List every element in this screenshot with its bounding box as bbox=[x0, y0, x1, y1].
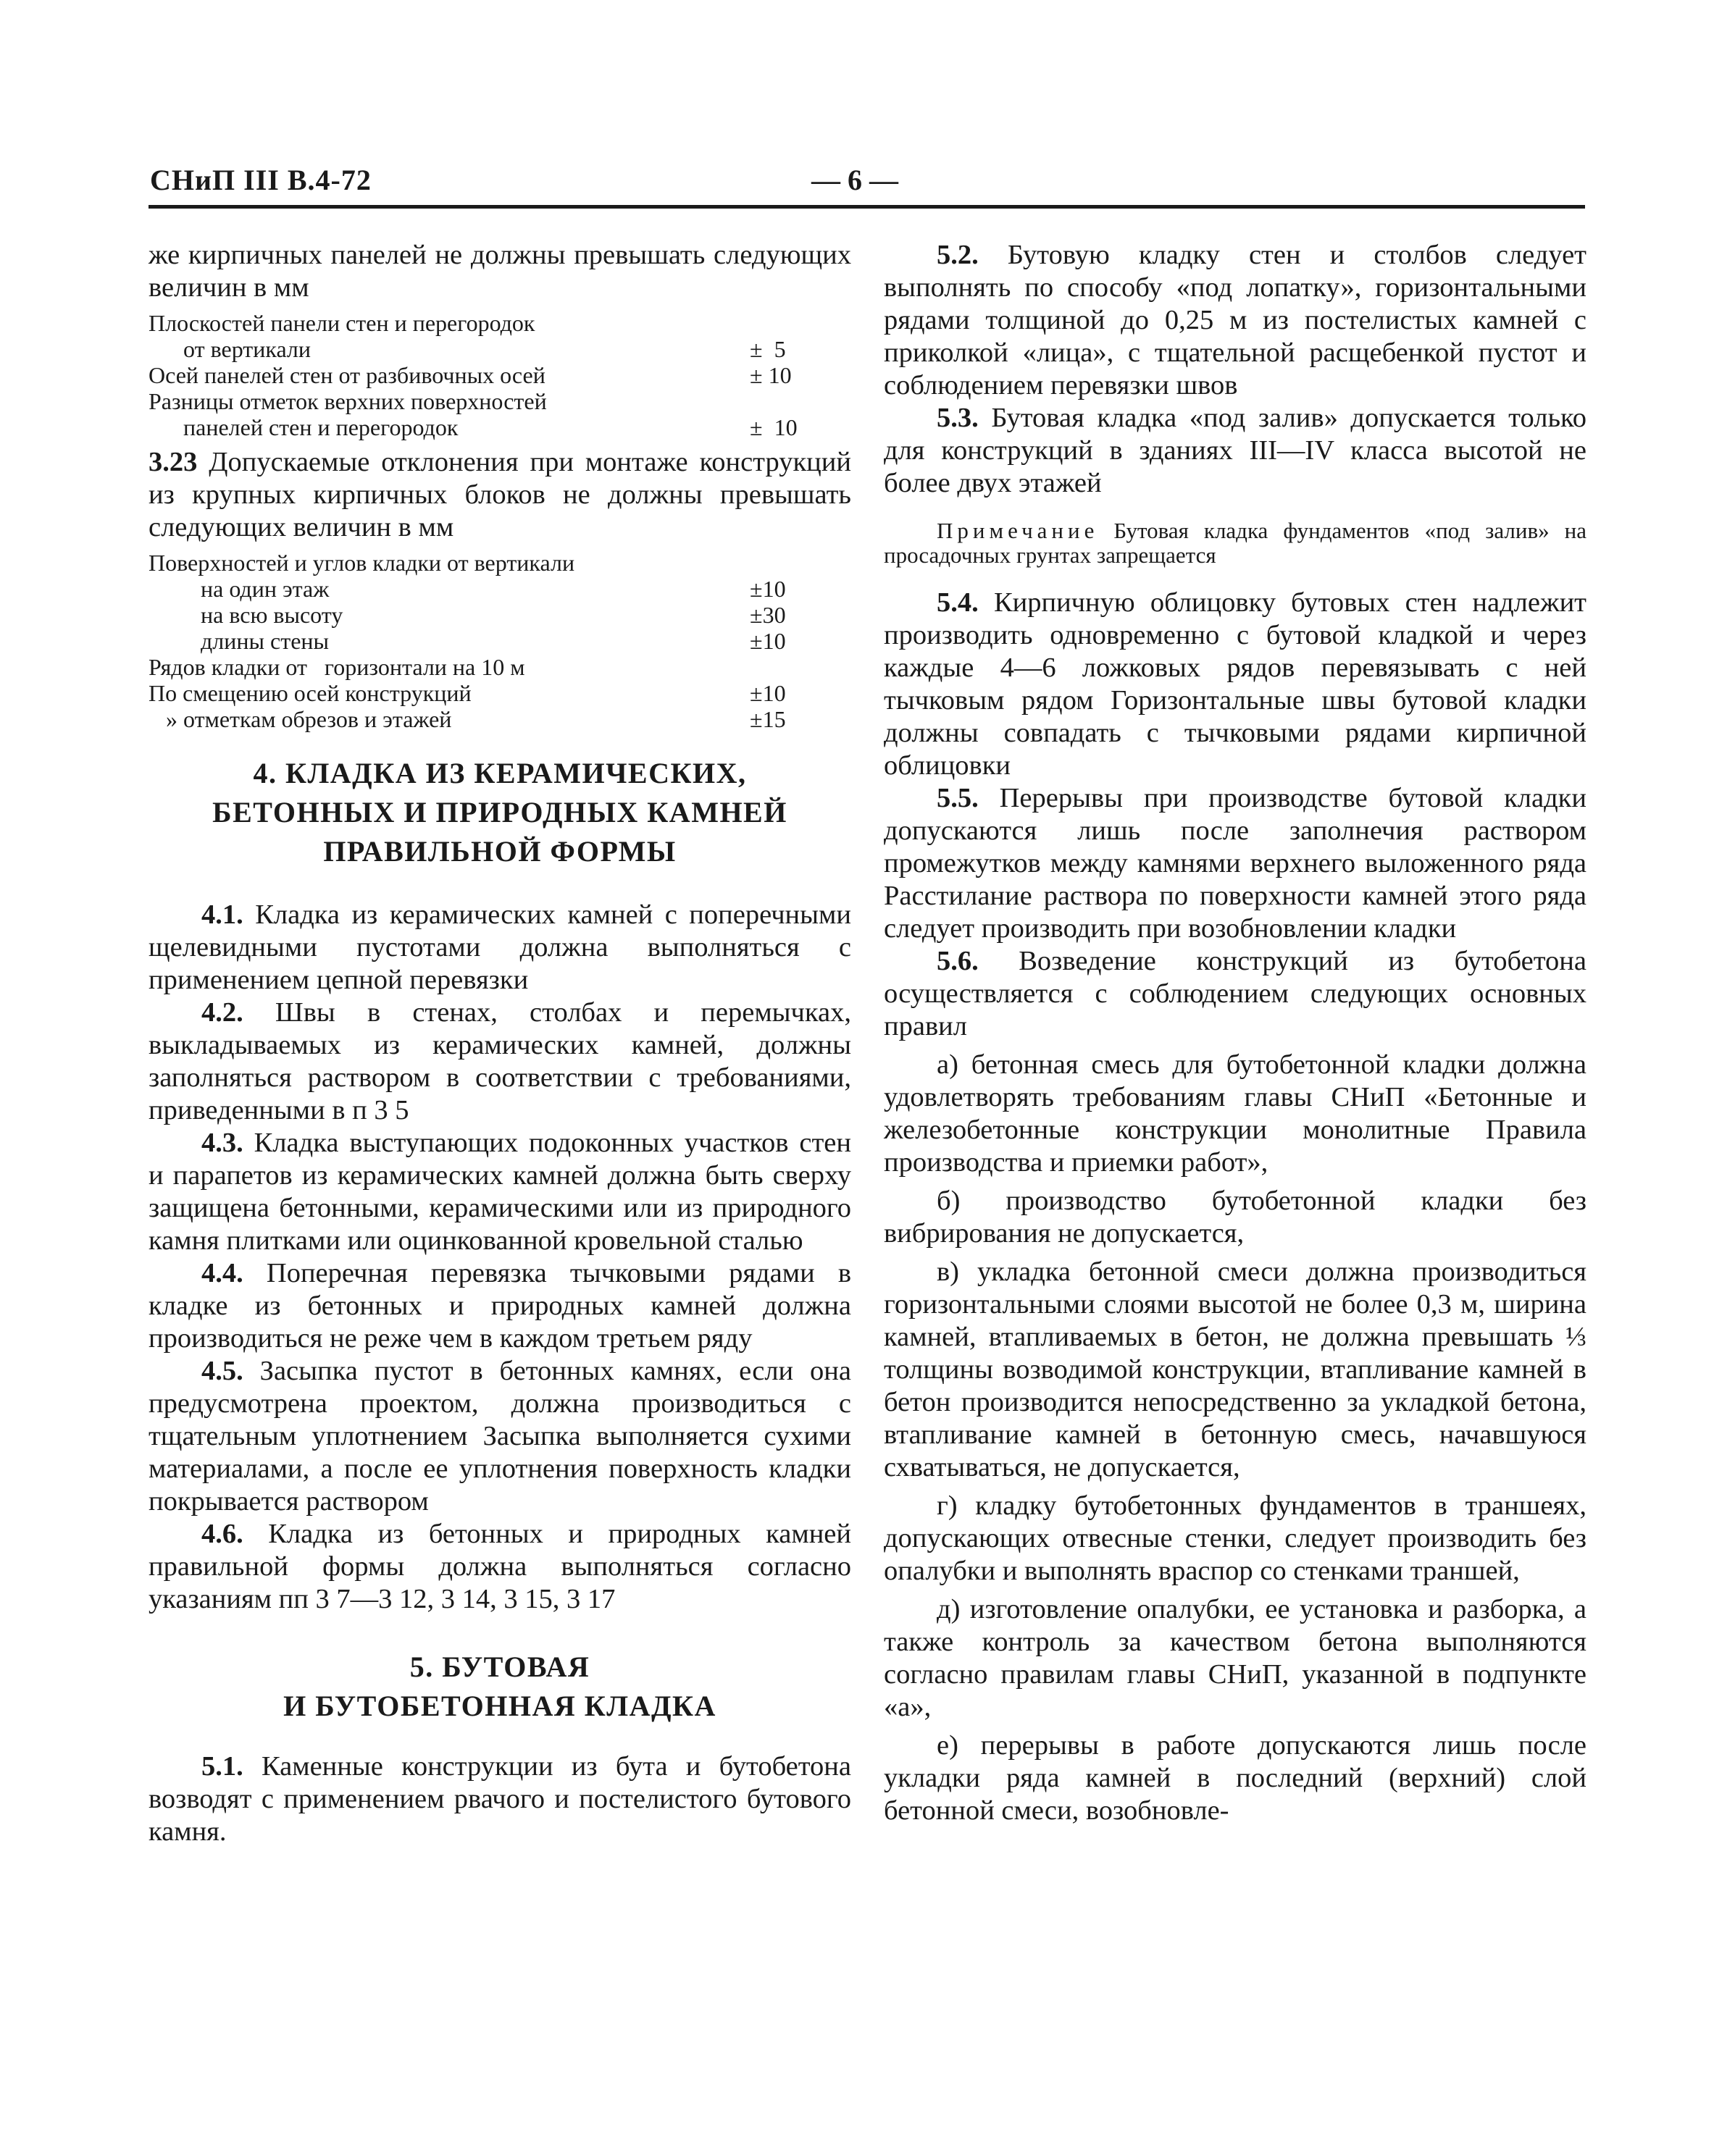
table-row: Плоскостей панели стен и перегородок bbox=[149, 310, 535, 336]
list-item-v: в) укладка бетонной смеси должна производиться горизонтальными слоями высотой не более 0,3 м, ширина камней, втапливаемых в бетон, не должна превышать ⅓ толщины возводимой конструкции, втапливание камней в бетон производится непосредственно за укладкой бетона, втапливание камней в бетонную смесь, начавшуюся схватываться, не допускается, bbox=[884, 1257, 1587, 1482]
right-column bbox=[884, 239, 1587, 1827]
paragraph-4-2: 4.2. Швы в стенах, столбах и перемычках, выкладываемых из керамических камней, должны заполняться раствором в соответствии с требованиями, приведенными в п 3 5 bbox=[149, 997, 851, 1125]
paragraph-5-1: 5.1. Каменные конструкции из бута и бутобетона возводят с применением рвачого и постелистого бутового камня. bbox=[149, 1751, 851, 1847]
header-rule bbox=[149, 205, 1585, 209]
paragraph-4-4: 4.4. Поперечная перевязка тычковыми рядами в кладке из бетонных и природных камней должна производиться не реже чем в каждом третьем ряду bbox=[149, 1258, 851, 1354]
table-row: Разницы отметок верхних поверхностей bbox=[149, 388, 547, 414]
list-item-b: б) производство бутобетонной кладки без вибрирования не допускается, bbox=[884, 1186, 1587, 1249]
list-item-d: д) изготовление опалубки, ее установка и разборка, а также контроль за качеством бетона выполняются согласно правилам главы СНиП, указанной в подпункте «а», bbox=[884, 1594, 1587, 1722]
table-row: Рядов кладки от горизонтали на 10 м bbox=[149, 654, 525, 680]
paragraph-4-1: 4.1. Кладка из керамических камней с поперечными щелевидными пустотами должна выполняться с применением цепной перевязки bbox=[149, 899, 851, 995]
paragraph-5-6: 5.6. Возведение конструкций из бутобетона осуществляется с соблюдением следующих основных правил bbox=[884, 946, 1587, 1041]
section-5-heading: 5. БУТОВАЯ И БУТОБЕТОННАЯ КЛАДКА bbox=[283, 1650, 716, 1722]
paragraph-4-5: 4.5. Засыпка пустот в бетонных камнях, если она предусмотрена проектом, должна производиться с тщательным уплотнением Засыпка выполняется сухими материалами, а после ее уплотнения поверхность кладки покрывается раствором bbox=[149, 1356, 851, 1517]
list-item-g: г) кладку бутобетонных фундаментов в траншеях, допускающих отвесные стенки, следует производить без опалубки и выполнять враспор со стенками траншей, bbox=[884, 1490, 1587, 1586]
note: Примечание Бутовая кладка фундаментов «под залив» на просадочных грунтах запрещается bbox=[884, 518, 1587, 568]
list-item-e: е) перерывы в работе допускаются лишь после укладки ряда камней в последний (верхний) слой бетонной смеси, возобновле- bbox=[884, 1730, 1587, 1826]
table-row: По смещению осей конструкций ±10 bbox=[149, 680, 786, 706]
paragraph-5-5: 5.5. Перерывы при производстве бутовой кладки допускаются лишь после заполнечия раствором промежутков между камнями верхнего выложенного ряда Расстилание раствора по поверхности камней этого ряда следует производить при возобновлении кладки bbox=[884, 783, 1587, 944]
left-column bbox=[149, 239, 851, 1848]
table-row: Поверхностей и углов кладки от вертикали bbox=[149, 550, 575, 576]
tolerance-table-panels bbox=[149, 310, 851, 440]
paragraph-5-2: 5.2. Бутовую кладку стен и столбов следует выполнять по способу «под лопатку», горизонтальными рядами толщиной до 0,25 м из постелистых камней с приколкой «лица», с тщательной расщебенкой пустот и соблюдением перевязки швов bbox=[884, 240, 1587, 400]
list-item-a: а) бетонная смесь для бутобетонной кладки должна удовлетворять требованиям главы СНиП «Бетонные и железобетонные конструкции монолитные Правила производства и приемки работ», bbox=[884, 1049, 1587, 1178]
page-number: — 6 — bbox=[811, 164, 898, 196]
paragraph-continuation: же кирпичных панелей не должны превышать следующих величин в мм bbox=[149, 240, 851, 303]
paragraph-4-6: 4.6. Кладка из бетонных и природных камней правильной формы должна выполняться согласно указаниям пп 3 7—3 12, 3 14, 3 15, 3 17 bbox=[149, 1519, 851, 1614]
paragraph-4-3: 4.3. Кладка выступающих подоконных участков стен и парапетов из керамических камней должна быть сверху защищена бетонными, керамическими или из природного камня плитками или оцинкованной кровельной сталью bbox=[149, 1128, 851, 1256]
table-row: на всю высоту ±30 bbox=[149, 602, 786, 628]
paragraph-3-23: 3.23 Допускаемые отклонения при монтаже конструкций из крупных кирпичных блоков не должны превышать следующих величин в мм bbox=[149, 447, 851, 542]
table-row: » отметкам обрезов и этажей ±15 bbox=[149, 706, 786, 732]
document-code: СНиП III В.4-72 bbox=[150, 164, 372, 196]
paragraph-5-3: 5.3. Бутовая кладка «под залив» допускается только для конструкций в зданиях III—IV класса высотой не более двух этажей bbox=[884, 403, 1587, 498]
table-row: на один этаж ±10 bbox=[149, 576, 786, 602]
table-row: панелей стен и перегородок ± 10 bbox=[149, 414, 798, 440]
paragraph-5-4: 5.4. Кирпичную облицовку бутовых стен надлежит производить одновременно с бутовой кладкой и через каждые 4—6 ложковых рядов перевязывать с ней тычковым рядом Горизонтальные швы бутовой кладки должны совпадать с тычковыми рядами кирпичной облицовки bbox=[884, 587, 1587, 781]
table-row: длины стены ±10 bbox=[149, 628, 786, 654]
section-4-heading: 4. КЛАДКА ИЗ КЕРАМИЧЕСКИХ, БЕТОННЫХ И ПРИРОДНЫХ КАМНЕЙ ПРАВИЛЬНОЙ ФОРМЫ bbox=[212, 757, 787, 868]
table-row: от вертикали ± 5 bbox=[149, 336, 786, 362]
tolerance-table-blocks bbox=[149, 550, 851, 732]
table-row: Осей панелей стен от разбивочных осей ± 10 bbox=[149, 362, 792, 388]
